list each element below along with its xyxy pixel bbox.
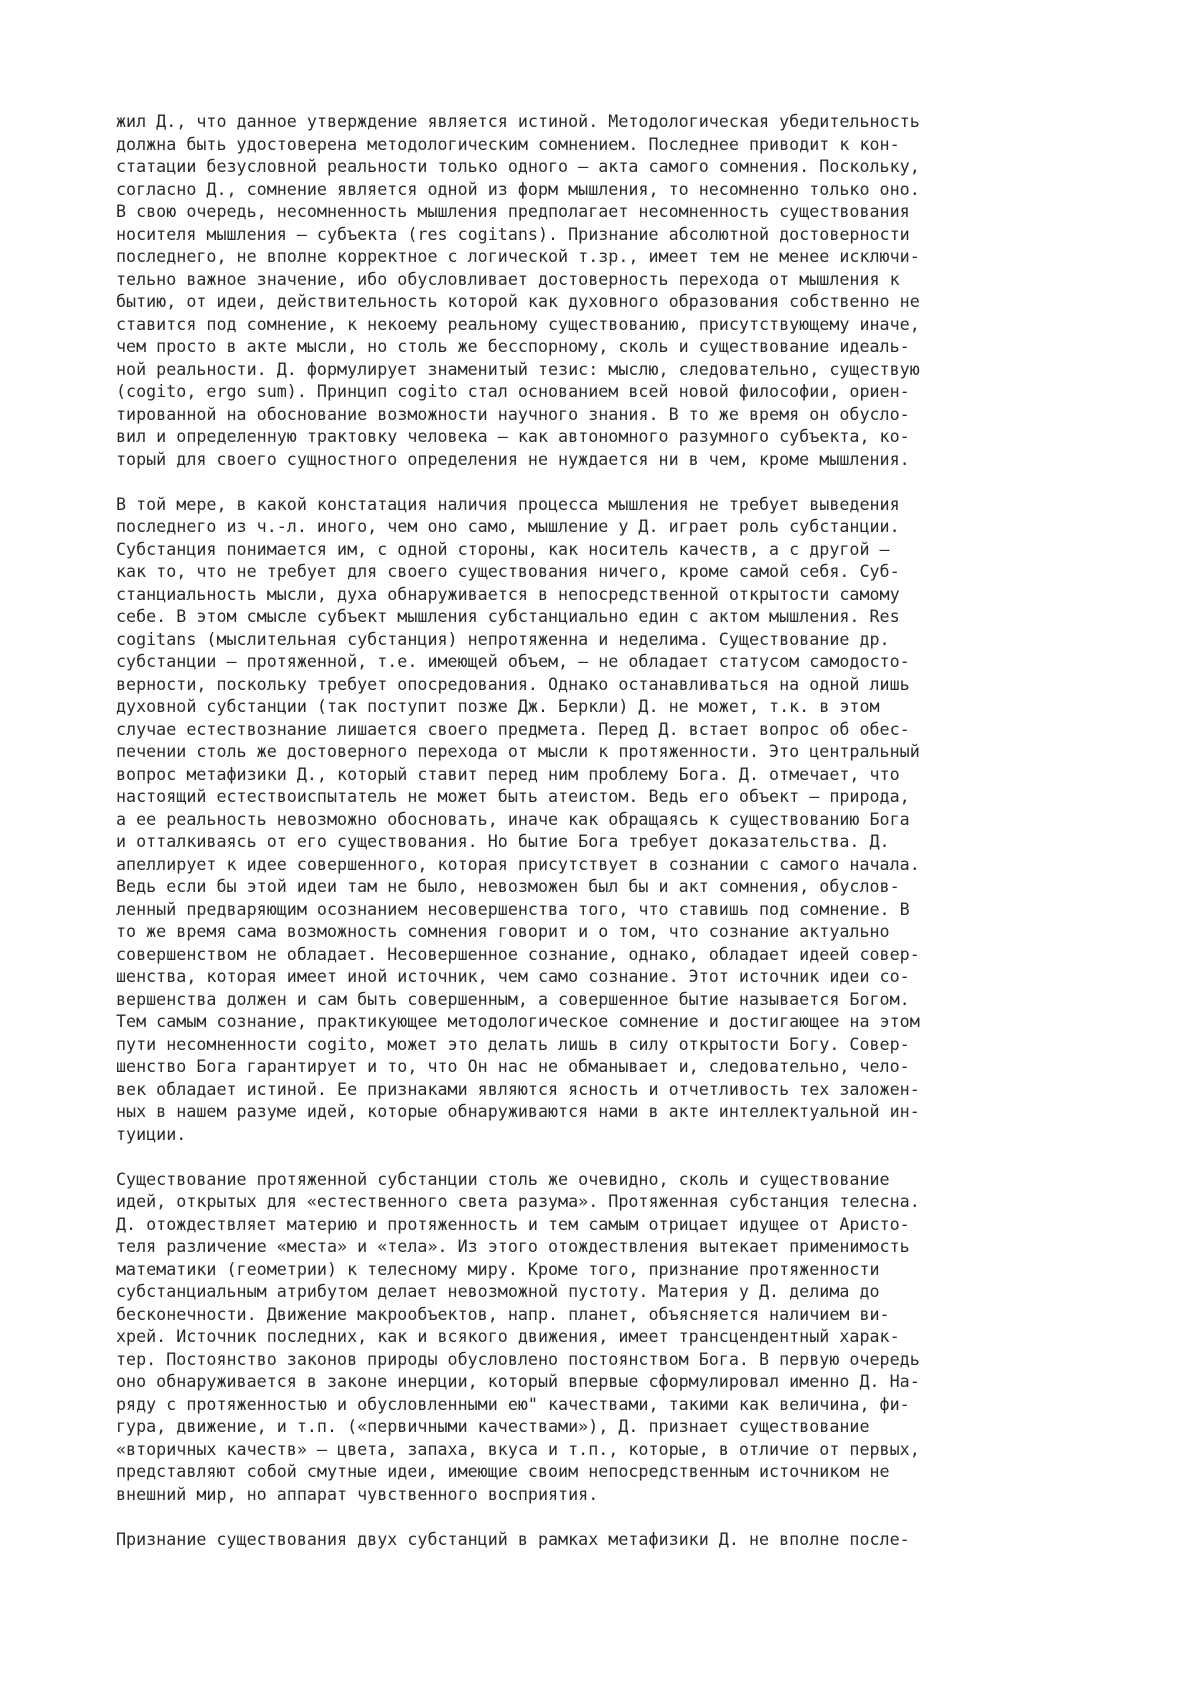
text-line: жил Д., что данное утверждение является истиной. Методологическая убедительность <box>116 111 920 131</box>
text-line: век обладает истиной. Ее признаками являются ясность и отчетливость тех заложен- <box>116 1078 920 1099</box>
text-line: статации безусловной реальности только одного — акта самого сомнения. Поскольку, <box>116 156 920 176</box>
text-line: Тем самым сознание, практикующее методологическое сомнение и достигающее на этом <box>116 1011 920 1031</box>
text-line: последнего, не вполне корректное с логической т.зр., имеет тем не менее исключи- <box>116 246 920 266</box>
text-line: пути несомненности cogito, может это делать лишь в силу открытости Богу. Совер- <box>116 1033 910 1054</box>
text-line: как то, что не требует для своего существования ничего, кроме самой себя. Суб- <box>116 561 900 581</box>
text-line: ленный предваряющим осознанием несовершенства того, что ставишь под сомнение. В <box>116 898 910 919</box>
text-line: ставится под сомнение, к некоему реальному существованию, присутствующему иначе, <box>116 313 920 334</box>
text-line: настоящий естествоиспытатель не может быть атеистом. Ведь его объект — природа, <box>116 786 910 806</box>
text-line: гура, движение, и т.п. («первичными качествами»), Д. признает существование <box>116 1416 870 1436</box>
text-line: бесконечности. Движение макрообъектов, напр. планет, объясняется наличием ви- <box>116 1303 890 1324</box>
text-line: и отталкиваясь от его существования. Но бытие Бога требует доказательства. Д. <box>116 831 890 851</box>
text-line: туиции. <box>116 1123 187 1144</box>
text-line: (cogito, ergo sum). Принцип cogito стал основанием всей новой философии, ориен- <box>116 381 910 401</box>
text-line: тированной на обоснование возможности научного знания. В то же время он обусло- <box>116 403 910 424</box>
text-line: «вторичных качеств» — цвета, запаха, вкуса и т.п., которые, в отличие от первых, <box>116 1438 920 1459</box>
text-line: вершенства должен и сам быть совершенным, а совершенное бытие называется Богом. <box>116 988 910 1009</box>
text-line: Д. отождествляет материю и протяженность и тем самым отрицает идущее от Аристо- <box>116 1213 910 1234</box>
text-line: должна быть удостоверена методологическим сомнением. Последнее приводит к кон- <box>116 133 900 154</box>
text-line: шенства, которая имеет иной источник, чем само сознание. Этот источник идеи со- <box>116 966 910 986</box>
text-line: ряду с протяженностью и обусловленными ею" качествами, такими как величина, фи- <box>116 1393 910 1414</box>
text-line: а ее реальность невозможно обосновать, иначе как обращаясь к существованию Бога <box>116 808 910 829</box>
text-line: последнего из ч.-л. иного, чем оно само, мышление у Д. играет роль субстанции. <box>116 516 900 536</box>
text-line: тер. Постоянство законов природы обусловлено постоянством Бога. В первую очередь <box>116 1348 920 1369</box>
text-line: Ведь если бы этой идеи там не было, невозможен был бы и акт сомнения, обуслов- <box>116 876 900 896</box>
text-line: субстанции — протяженной, т.е. имеющей объем, — не обладает статусом самодосто- <box>116 651 910 671</box>
text-line: хрей. Источник последних, как и всякого движения, имеет трансцендентный харак- <box>116 1326 900 1346</box>
text-line: станциальность мысли, духа обнаруживается в непосредственной открытости самому <box>116 583 900 604</box>
text-line: носителя мышления — субъекта (res cogitans). Признание абсолютной достоверности <box>116 223 910 244</box>
text-line: духовной субстанции (так поступит позже Дж. Беркли) Д. не может, т.к. в этом <box>116 696 880 716</box>
text-line: совершенством не обладает. Несовершенное сознание, однако, обладает идеей совер- <box>116 943 920 964</box>
text-line: В свою очередь, несомненность мышления предполагает несомненность существования <box>116 201 910 221</box>
paragraph-1 <box>116 110 1116 470</box>
text-line: торый для своего сущностного определения не нуждается ни в чем, кроме мышления. <box>116 448 910 469</box>
text-line: себе. В этом смысле субъект мышления субстанциально един с актом мышления. Res <box>116 606 900 626</box>
text-line: Существование протяженной субстанции столь же очевидно, сколь и существование <box>116 1168 890 1189</box>
text-line: математики (геометрии) к телесному миру. Кроме того, признание протяженности <box>116 1258 880 1279</box>
text-line: субстанциальным атрибутом делает невозможной пустоту. Материя у Д. делима до <box>116 1281 880 1301</box>
text-line: теля различение «места» и «тела». Из этого отождествления вытекает применимость <box>116 1236 910 1256</box>
text-line: вил и определенную трактовку человека — как автономного разумного субъекта, ко- <box>116 426 910 446</box>
text-line: представляют собой смутные идеи, имеющие своим непосредственным источником не <box>116 1461 890 1481</box>
text-line: вопрос метафизики Д., который ставит перед ним проблему Бога. Д. отмечает, что <box>116 763 900 784</box>
text-line: ных в нашем разуме идей, которые обнаруживаются нами в акте интеллектуальной ин- <box>116 1101 920 1121</box>
text-line: чем просто в акте мысли, но столь же бесспорному, сколь и существование идеаль- <box>116 336 910 356</box>
text-line: Признание существования двух субстанций в рамках метафизики Д. не вполне после- <box>116 1528 910 1549</box>
text-line: cogitans (мыслительная субстанция) непротяженна и неделима. Существование др. <box>116 628 890 649</box>
text-line: печении столь же достоверного перехода от мысли к протяженности. Это центральный <box>116 741 920 761</box>
text-line: апеллирует к идее совершенного, которая присутствует в сознании с самого начала. <box>116 853 920 874</box>
text-line: идей, открытых для «естественного света разума». Протяженная субстанция телесна. <box>116 1191 920 1211</box>
text-line: ной реальности. Д. формулирует знаменитый тезис: мыслю, следовательно, существую <box>116 358 920 379</box>
paragraph-3 <box>116 1168 1116 1506</box>
text-line: В той мере, в какой констатация наличия процесса мышления не требует выведения <box>116 493 900 514</box>
text-line: согласно Д., сомнение является одной из форм мышления, то несомненно только оно. <box>116 178 920 199</box>
text-line: то же время сама возможность сомнения говорит и о том, что сознание актуально <box>116 921 890 941</box>
body-text <box>116 110 1116 1573</box>
text-line: Субстанция понимается им, с одной стороны, как носитель качеств, а с другой — <box>116 538 890 559</box>
paragraph-2 <box>116 493 1116 1146</box>
text-line: верности, поскольку требует опосредования. Однако останавливаться на одной лишь <box>116 673 910 694</box>
text-line: оно обнаруживается в законе инерции, который впервые сформулировал именно Д. На- <box>116 1371 920 1391</box>
text-line: случае естествознание лишается своего предмета. Перед Д. встает вопрос об обес- <box>116 718 910 739</box>
text-line: тельно важное значение, ибо обусловливает достоверность перехода от мышления к <box>116 268 900 289</box>
text-line: шенство Бога гарантирует и то, что Он нас не обманывает и, следовательно, чело- <box>116 1056 910 1076</box>
text-line: внешний мир, но аппарат чувственного восприятия. <box>116 1483 599 1504</box>
paragraph-4 <box>116 1528 1116 1551</box>
text-line: бытию, от идеи, действительность которой как духовного образования собственно не <box>116 291 920 311</box>
